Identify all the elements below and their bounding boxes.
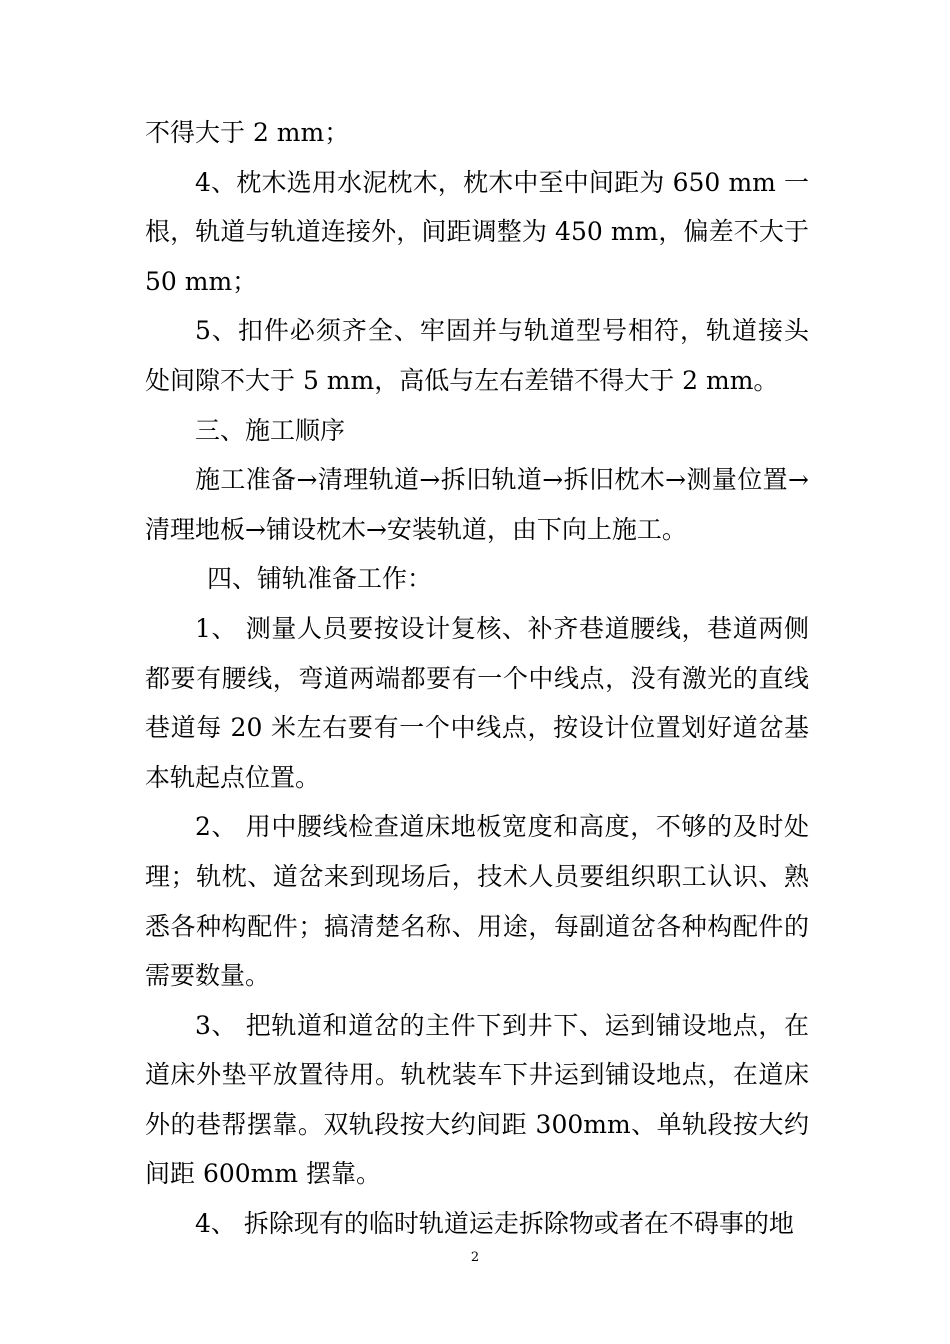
section-heading-construction-sequence: 三、施工顺序 xyxy=(195,415,346,445)
section-heading-track-preparation: 四、铺轨准备工作： xyxy=(207,564,433,594)
paragraph-continuation: 不得大于 2 mm； xyxy=(145,118,350,147)
paragraph-item-5-fasteners: 5、扣件必须齐全、牢固并与轨道型号相符，轨道接头处间隙不大于 5 mm，高低与左右差错不得大于 2 mm。 xyxy=(145,316,809,395)
paragraph-prep-item-4: 4、 拆除现有的临时轨道运走拆除物或者在不碍事的地 xyxy=(195,1209,794,1239)
paragraph-construction-sequence: 施工准备→清理轨道→拆旧轨道→拆旧枕木→测量位置→清理地板→铺设枕木→安装轨道，由下向上施工。 xyxy=(145,465,809,544)
paragraph-prep-item-2: 2、 用中腰线检查道床地板宽度和高度，不够的及时处理；轨枕、道岔来到现场后，技术人员要组织职工认识、熟悉各种构配件；搞清楚名称、用途，每副道岔各种构配件的需要数量。 xyxy=(145,812,809,991)
paragraph-prep-item-3: 3、 把轨道和道岔的主件下到井下、运到铺设地点，在道床外垫平放置待用。轨枕装车下井运到铺设地点，在道床外的巷帮摆靠。双轨段按大约间距 300mm、单轨段按大约间距 600mm 摆靠。 xyxy=(145,1010,809,1189)
body-text xyxy=(145,108,809,1249)
page-number: 2 xyxy=(470,1250,480,1265)
paragraph-prep-item-1: 1、 测量人员要按设计复核、补齐巷道腰线，巷道两侧都要有腰线，弯道两端都要有一个中线点，没有激光的直线巷道每 20 米左右要有一个中线点，按设计位置划好道岔基本轨起点位置。 xyxy=(145,613,809,792)
paragraph-item-4-sleepers: 4、枕木选用水泥枕木，枕木中至中间距为 650 mm 一根，轨道与轨道连接外，间距调整为 450 mm，偏差不大于 50 mm； xyxy=(145,167,809,296)
